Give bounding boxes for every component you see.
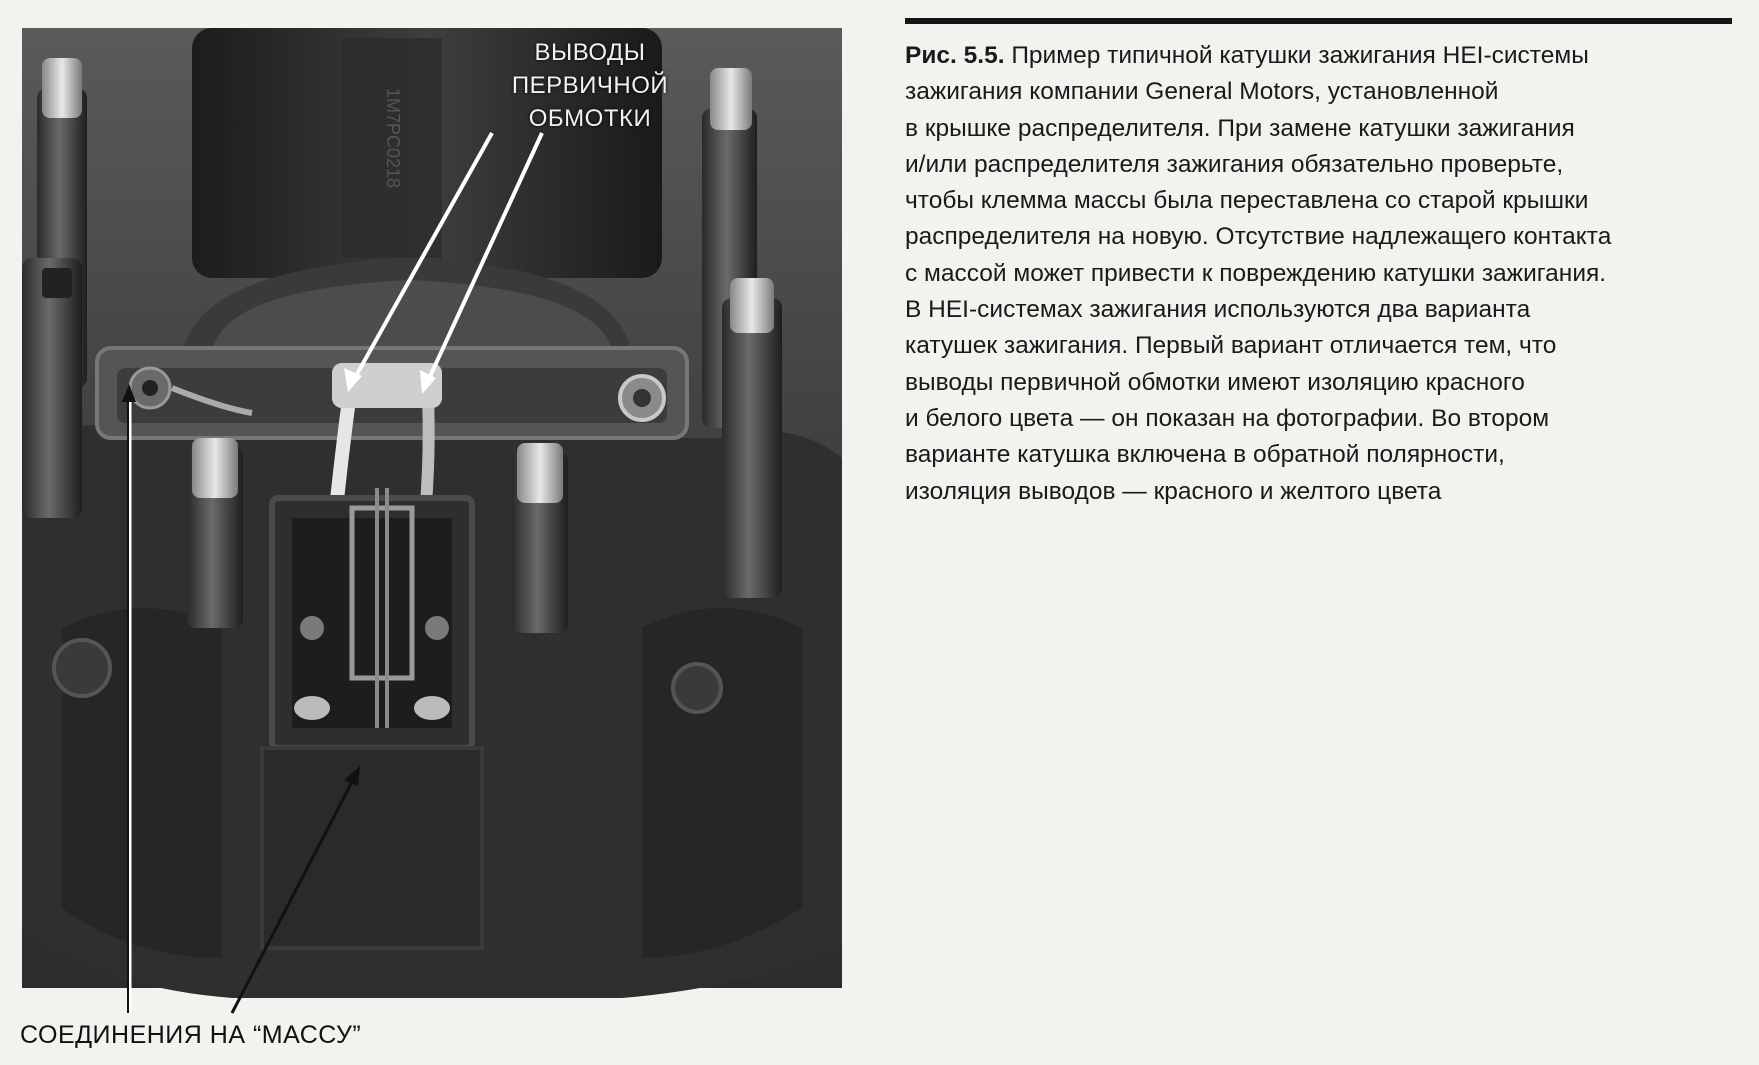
primary-leads-label-line: ВЫВОДЫ	[534, 39, 646, 66]
svg-text:1M7PC0218: 1M7PC0218	[383, 88, 403, 189]
caption-line: распределителя на новую. Отсутствие надлежащего контакта	[905, 223, 1612, 251]
caption-line: изоляция выводов — красного и желтого цвета	[905, 477, 1442, 505]
primary-leads-label-line: ОБМОТКИ	[528, 105, 652, 132]
caption-line: катушек зажигания. Первый вариант отличается тем, что	[905, 332, 1557, 360]
figure-number: Рис. 5.5.	[905, 42, 1005, 69]
caption-line: с массой может привести к повреждению катушки зажигания.	[905, 259, 1607, 287]
caption-line: зажигания компании General Motors, установленной	[905, 78, 1499, 106]
caption-line	[905, 38, 1735, 74]
primary-leads-label	[480, 36, 700, 135]
ground-connections-label: СОЕДИНЕНИЯ НА “МАССУ”	[20, 1021, 362, 1049]
caption-line: В HEI-системах зажигания используются два варианта	[905, 296, 1531, 324]
ignition-coil-photo	[22, 28, 842, 1065]
caption-line-text: Пример типичной катушки зажигания HEI-системы	[1004, 42, 1589, 69]
caption-line: в крышке распределителя. При замене катушки зажигания	[905, 114, 1575, 142]
primary-leads-label-line: ПЕРВИЧНОЙ	[511, 72, 669, 99]
caption-top-rule	[905, 18, 1732, 24]
figure-caption	[905, 38, 1735, 510]
ignition-coil-illustration	[22, 28, 842, 1065]
caption-line: выводы первичной обмотки имеют изоляцию красного	[905, 368, 1525, 396]
caption-line: и/или распределителя зажигания обязательно проверьте,	[905, 150, 1564, 178]
caption-line: и белого цвета — он показан на фотографии. Во втором	[905, 404, 1550, 432]
caption-line: варианте катушка включена в обратной полярности,	[905, 441, 1505, 469]
caption-line: чтобы клемма массы была переставлена со старой крышки	[905, 187, 1589, 215]
